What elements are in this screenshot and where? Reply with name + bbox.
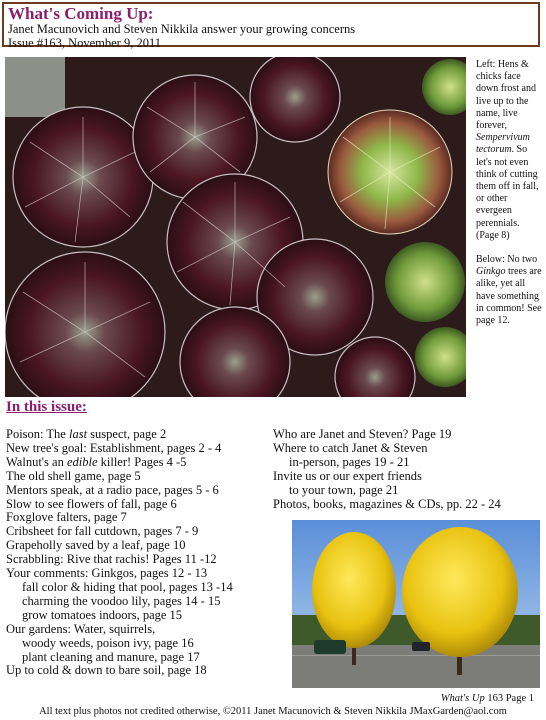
masthead xyxy=(2,2,540,50)
contents-item xyxy=(6,511,268,525)
contents-text: fall color & hiding that pool, pages 13 -14 xyxy=(22,579,233,594)
caption-ginkgo xyxy=(476,254,542,327)
contents-item: Invite us or our expert friends xyxy=(273,468,422,483)
contents-text: plant cleaning and manure, page 17 xyxy=(22,649,200,664)
caption-latin-name: Sempervivum tectorum xyxy=(476,132,530,156)
issue-line: Issue #163, November 9, 2011 xyxy=(8,35,161,50)
contents-text: Your comments: Ginkgos, pages 12 - 13 xyxy=(6,566,208,581)
contents-column-1 xyxy=(6,428,268,678)
contents-text: Our gardens: Water, squirrels, xyxy=(6,621,156,636)
contents-item xyxy=(6,428,268,442)
contents-text: New tree's goal: Establishment, pages 2 - 4 xyxy=(6,440,222,455)
contents-item xyxy=(6,567,268,581)
contents-emphasis: edible xyxy=(66,454,98,469)
contents-item: Who are Janet and Steven? Page 19 xyxy=(273,427,452,441)
contents-item xyxy=(6,470,268,484)
contents-item xyxy=(6,484,268,498)
contents-text: Mentors speak, at a radio pace, pages 5 - 6 xyxy=(6,482,219,497)
contents-text: Walnut's an xyxy=(6,454,67,469)
contents-item xyxy=(6,456,268,470)
contents-item xyxy=(6,651,268,665)
contents-column-2 xyxy=(273,428,545,511)
contents-text: charming the voodoo lily, pages 14 - 15 xyxy=(22,593,221,608)
contents-item xyxy=(6,581,268,595)
ginkgo-trees-photo xyxy=(292,520,540,688)
newsletter-short-name: What's Up xyxy=(440,693,485,704)
contents-item xyxy=(6,553,268,567)
contents-item: Photos, books, magazines & CDs, pp. 22 - 24 xyxy=(273,496,501,511)
contents-text: Scrabbling: Rive that rachis! Pages 11 -12 xyxy=(6,552,217,567)
caption-genus-name: Ginkgo xyxy=(476,266,506,278)
contents-text: killer! Pages 4 -5 xyxy=(97,454,187,469)
contents-item xyxy=(6,595,268,609)
contents-text: Foxglove falters, page 7 xyxy=(6,510,127,525)
contents-item xyxy=(6,442,268,456)
contents-item xyxy=(6,623,268,637)
contents-text: Grapeholly saved by a leaf, page 10 xyxy=(6,538,186,553)
contents-text: The old shell game, page 5 xyxy=(6,468,141,483)
caption-text: trees are alike, yet all have something in common! See page 12. xyxy=(476,266,542,327)
contents-text: Slow to see flowers of fall, page 6 xyxy=(6,496,177,511)
caption-text: . So let's not even think of cutting them off in fall, or other evergeen perennials. (Page 8) xyxy=(476,144,539,241)
contents-text: grow tomatoes indoors, page 15 xyxy=(22,607,183,622)
contents-item xyxy=(6,637,268,651)
contents-text: Up to cold & down to bare soil, page 18 xyxy=(6,663,207,678)
caption-text: Left: Hens & chicks face down frost and live up to the name, live forever, xyxy=(476,59,536,132)
contents-text: suspect, page 2 xyxy=(87,427,167,441)
copyright-credit: All text plus photos not credited otherwise, ©2011 Janet Macunovich & Steven Nikkila JMaxGarden@aol.com xyxy=(39,706,507,717)
contents-item: Where to catch Janet & Steven xyxy=(273,440,428,455)
byline: Janet Macunovich and Steven Nikkila answer your growing concerns xyxy=(8,22,356,36)
contents-item: to your town, page 21 xyxy=(289,482,399,497)
contents-item xyxy=(6,539,268,553)
page-number xyxy=(441,693,534,704)
caption-hens-chicks xyxy=(476,59,542,242)
hens-and-chicks-photo xyxy=(5,57,466,397)
contents-item xyxy=(6,664,268,678)
page-label: 163 Page 1 xyxy=(484,693,534,704)
contents-item: in-person, pages 19 - 21 xyxy=(289,454,410,469)
photo-caption xyxy=(476,59,542,339)
contents-item xyxy=(6,525,268,539)
contents-emphasis: last xyxy=(68,427,88,441)
contents-item xyxy=(6,498,268,512)
caption-text: Below: No two xyxy=(476,254,538,266)
contents-item xyxy=(6,609,268,623)
contents-text: Cribsheet for fall cutdown, pages 7 - 9 xyxy=(6,524,199,539)
contents-text: woody weeds, poison ivy, page 16 xyxy=(22,635,194,650)
newsletter-title: What's Coming Up: xyxy=(8,4,154,23)
in-this-issue-heading: In this issue: xyxy=(6,399,87,415)
contents-text: Poison: The xyxy=(6,427,69,441)
